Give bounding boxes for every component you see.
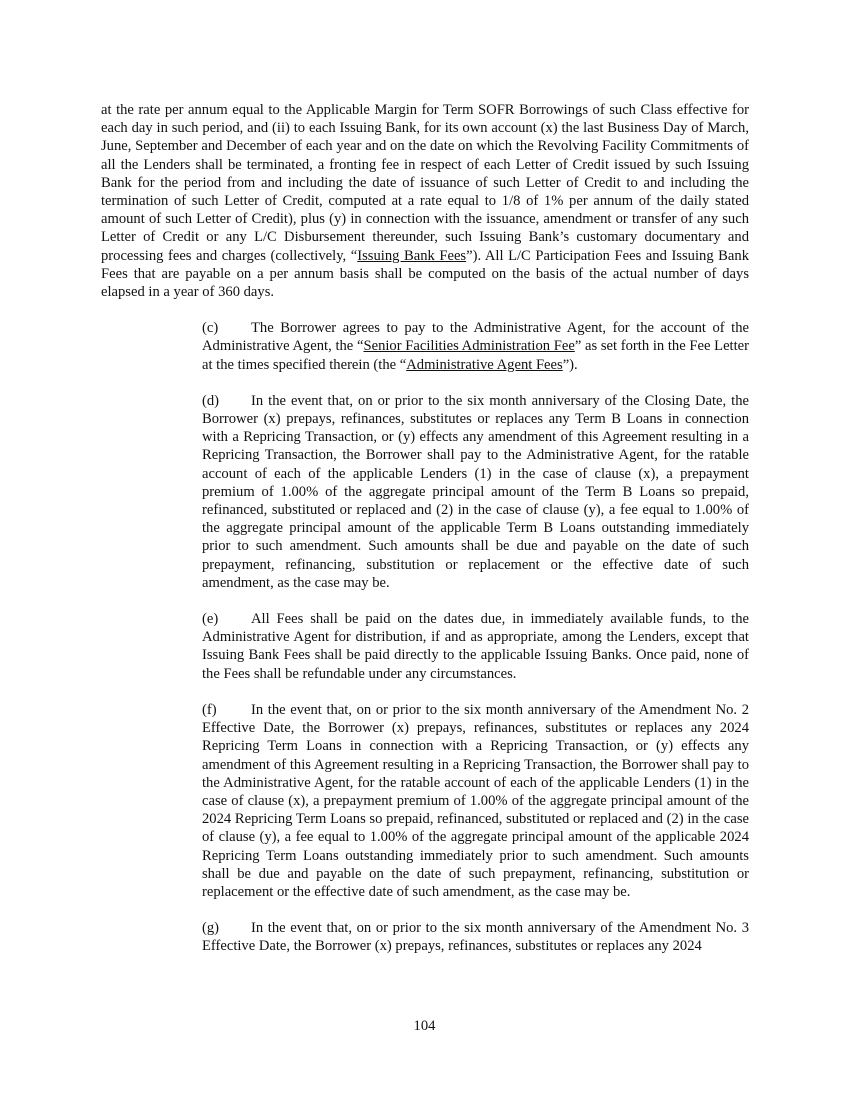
document-page bbox=[101, 101, 749, 974]
text-segment: ”). bbox=[562, 356, 578, 373]
page-number: 104 bbox=[413, 1018, 436, 1034]
text-segment: ”). All L/C Participation Fees and Issuing Bank Fees that are payable on a per annum basis shall be computed on the basis of the actual number of days elapsed in a year of 360 days. bbox=[101, 247, 749, 301]
paragraph-c bbox=[101, 319, 749, 374]
paragraph-g bbox=[101, 919, 749, 955]
paragraph-text: In the event that, on or prior to the six month anniversary of the Closing Date, the Borrower (x) prepays, refinances, substitutes or replaces any Term B Loans in connection with a Repricing Transaction, or (y) effects any amendment of this Agreement resulting in a Repricing Transaction, the Borrower shall pay to the Administrative Agent, for the ratable account of each of the applicable Lenders (1) in the case of clause (x), a prepayment premium of 1.00% of the aggregate principal amount of the Term B Loans so prepaid, refinanced, substituted or replaced and (2) in the case of clause (y), a fee equal to 1.00% of the aggregate principal amount of the applicable Term B Loans outstanding immediately prior to such amendment. Such amounts shall be due and payable on the date of such prepayment, refinancing, substitution or replacement or the effective date of such amendment, as the case may be. bbox=[202, 392, 749, 591]
paragraph-text: In the event that, on or prior to the six month anniversary of the Amendment No. 3 Effective Date, the Borrower (x) prepays, refinances, substitutes or replaces any 2024 bbox=[202, 920, 749, 955]
clause-label: (d) bbox=[202, 392, 220, 409]
paragraph-d bbox=[101, 392, 749, 592]
paragraph-text: All Fees shall be paid on the dates due, in immediately available funds, to the Administrative Agent for distribution, if and as appropriate, among the Lenders, except that Issuing Bank Fees shall be paid directly to the applicable Issuing Banks. Once paid, none of the Fees shall be refundable under any circumstances. bbox=[202, 611, 749, 682]
clause-label: (c) bbox=[202, 320, 219, 337]
paragraph-continued bbox=[101, 101, 749, 301]
text-segment: at the rate per annum equal to the Applicable Margin for Term SOFR Borrowings of such Class effective for each day in such period, and (ii) to each Issuing Bank, for its own account (x) the last Business Day of March, June, September and December of each year and on the date on which the Revolving Facility Commitments of all the Lenders shall be terminated, a fronting fee in respect of each Letter of Credit issued by such Issuing Bank for the period from and including the date of issuance of such Letter of Credit to and including the termination of such Letter of Credit, computed at a rate equal to 1/8 of 1% per annum of the daily stated amount of such Letter of Credit), plus (y) in connection with the issuance, amendment or transfer of any such Letter of Credit or any L/C Disbursement thereunder, such Issuing Bank’s customary documentary and processing fees and charges (collectively, “ bbox=[101, 102, 749, 264]
text-segment: ” as set forth in the Fee Letter at the times specified therein (the “ bbox=[202, 338, 750, 373]
clause-label: (e) bbox=[202, 611, 219, 628]
text-segment: The Borrower agrees to pay to the Administrative Agent, for the account of the Administrative Agent, the “ bbox=[202, 320, 749, 355]
clause-label: (g) bbox=[202, 920, 220, 937]
paragraph-e bbox=[101, 610, 749, 683]
defined-term-issuing-bank-fees: Issuing Bank Fees bbox=[357, 247, 467, 264]
defined-term-senior-facilities-administration-fee: Senior Facilities Administration Fee bbox=[363, 338, 575, 355]
defined-term-administrative-agent-fees: Administrative Agent Fees bbox=[406, 356, 563, 373]
paragraph-text: In the event that, on or prior to the six month anniversary of the Amendment No. 2 Effective Date, the Borrower (x) prepays, refinances, substitutes or replaces any 2024 Repricing Term Loans in connection with a Repricing Transaction, or (y) effects any amendment of this Agreement resulting in a Repricing Transaction, the Borrower shall pay to the Administrative Agent, for the ratable account of each of the applicable Lenders (1) in the case of clause (x), a prepayment premium of 1.00% of the aggregate principal amount of the 2024 Repricing Term Loans so prepaid, refinanced, substituted or replaced and (2) in the case of clause (y), a fee equal to 1.00% of the aggregate principal amount of the applicable 2024 Repricing Term Loans outstanding immediately prior to such amendment. Such amounts shall be due and payable on the date of such prepayment, refinancing, substitution or replacement or the effective date of such amendment, as the case may be. bbox=[202, 701, 749, 900]
clause-label: (f) bbox=[202, 701, 217, 718]
paragraph-f bbox=[101, 701, 749, 901]
